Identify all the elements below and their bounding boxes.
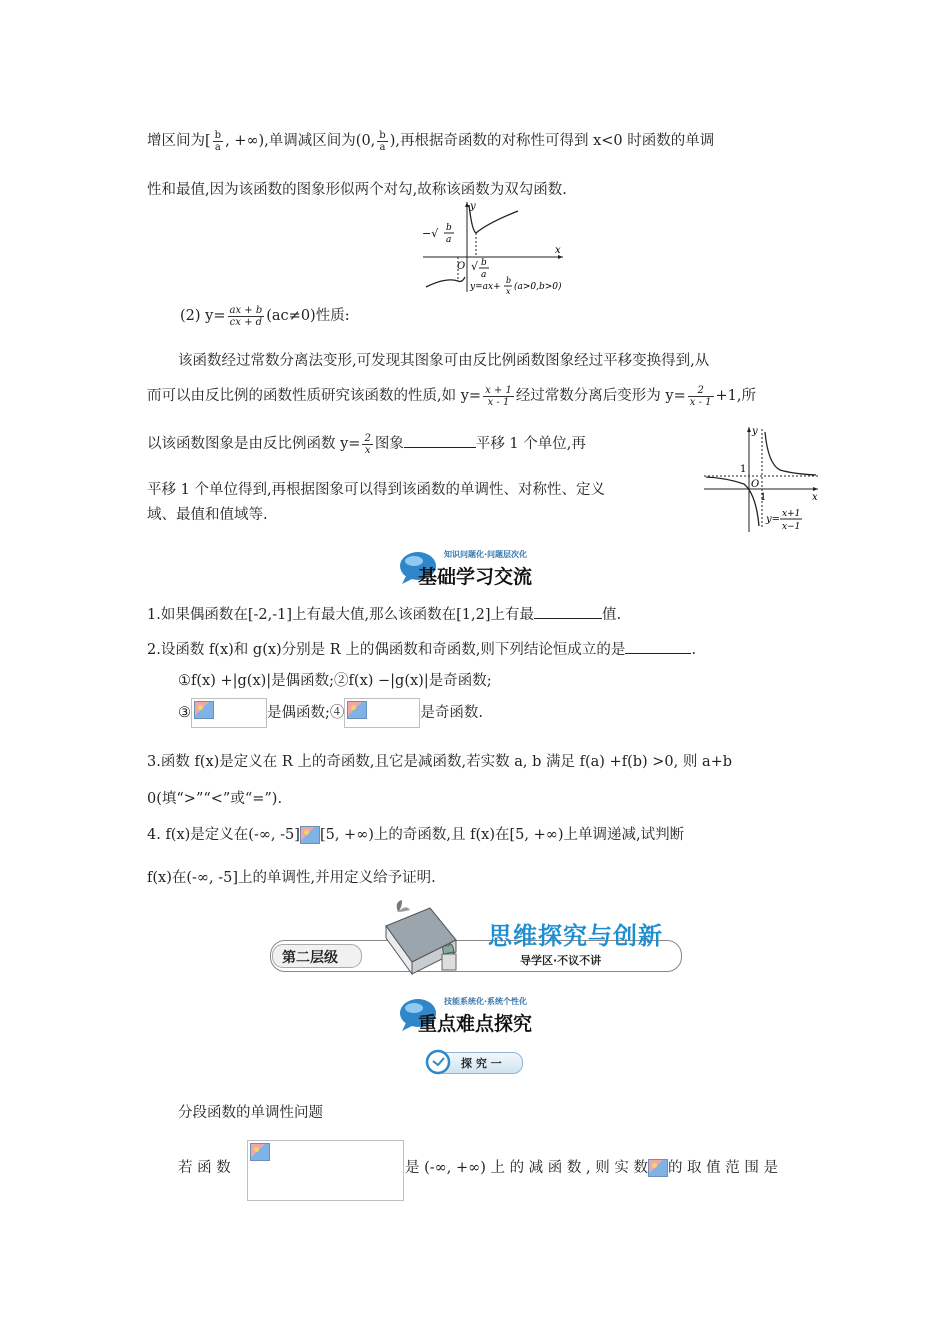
question-1: 1.如果偶函数在[-2,-1]上有最大值,那么该函数在[1,2]上有最 值. <box>147 607 622 623</box>
fraction-numerator: 2 <box>688 385 714 397</box>
fraction <box>483 385 514 408</box>
fraction-denominator: x - 1 <box>689 396 712 408</box>
svg-text:a: a <box>481 270 487 280</box>
svg-text:(a>0,b>0): (a>0,b>0) <box>514 282 562 292</box>
svg-text:b: b <box>446 223 452 233</box>
svg-text:b: b <box>506 276 512 285</box>
fraction-numerator: ax + b <box>229 304 263 316</box>
svg-text:1: 1 <box>760 492 767 503</box>
union-symbol-image-icon <box>300 826 320 844</box>
image-icon <box>648 1159 668 1177</box>
axis-label-x: x <box>555 245 561 256</box>
origin-label: O <box>457 261 466 272</box>
origin-label: O <box>751 479 760 490</box>
fraction-denominator: a <box>214 141 221 153</box>
text-line: 增区间为[ $\frac{b}{a}$ , +∞),单调减区间为(0, $\frac{b}{a}$ ),再根据奇函数的对称性可得到 x<0 时函数的单调 <box>147 129 715 153</box>
fraction <box>377 130 387 153</box>
svg-text:√: √ <box>471 260 479 273</box>
axis-label-y: y <box>470 201 476 212</box>
explore-label: 探 究 一 <box>461 1057 502 1070</box>
hyperbola-graph <box>702 424 820 534</box>
formula-image-placeholder <box>247 1140 404 1201</box>
answer-blank[interactable] <box>625 653 691 654</box>
formula-image-placeholder <box>344 698 420 728</box>
image-icon <box>347 701 367 719</box>
fraction <box>213 130 223 153</box>
section-header <box>398 995 568 1033</box>
question-4-line2: f(x)在(-∞, -5]上的单调性,并用定义给予证明. <box>147 870 436 886</box>
svg-text:x: x <box>506 287 511 296</box>
section-subtitle: 知识问题化·问题层次化 <box>444 550 528 559</box>
text-line: 而可以由反比例的函数性质研究该函数的性质,如 y= $\frac{x + 1}{x - 1}$ 经过常数分离后变形为 y= $\frac{2}{x - 1}$ +1,所 <box>147 384 756 408</box>
question-2-options-row1: ①f(x) +|g(x)|是偶函数;②f(x) −|g(x)|是奇函数; <box>178 673 492 689</box>
text-line: (2) y= $\frac{ax + b}{cx + d}$ (ac≠0)性质: <box>180 304 350 328</box>
svg-text:1: 1 <box>740 464 747 475</box>
svg-text:b: b <box>481 258 487 268</box>
fraction-denominator: a <box>379 141 386 153</box>
text-line: 域、最值和值域等. <box>147 507 268 523</box>
question-2-options-row2: ③ 是偶函数;④ 是奇函数. <box>178 698 483 728</box>
section-header <box>398 548 568 586</box>
banner-subtitle: 导学区·不议不讲 <box>520 954 602 967</box>
banner-title: 思维探究与创新 <box>488 922 663 950</box>
question-3: 3.函数 f(x)是定义在 R 上的奇函数,且它是减函数,若实数 a, b 满足 f(a) +f(b) >0, 则 a+b <box>147 754 733 770</box>
axis-label-x: x <box>812 492 818 503</box>
axis-label-y: y <box>752 426 758 437</box>
text-line: 该函数经过常数分离法变形,可发现其图象可由反比例函数图象经过平移变换得到,从 <box>178 353 710 369</box>
svg-text:x+1: x+1 <box>782 509 801 519</box>
formula-image-placeholder <box>191 698 267 728</box>
level-banner <box>270 900 684 984</box>
text-line: 以该函数图象是由反比例函数 y= $\frac{2}{x}$ 图象 平移 1 个单位,再 <box>147 432 586 456</box>
fraction-denominator: x <box>364 444 371 456</box>
svg-text:x−1: x−1 <box>782 522 801 532</box>
neg-root-label: −√ <box>422 227 439 240</box>
explore-tag <box>425 1048 525 1076</box>
section-title: 重点难点探究 <box>418 1013 533 1035</box>
graph-caption: y=ax+ <box>470 282 501 292</box>
answer-blank[interactable] <box>534 618 602 619</box>
question-2: 2.设函数 f(x)和 g(x)分别是 R 上的偶函数和奇函数,则下列结论恒成立的是 . <box>147 642 697 658</box>
double-hook-graph <box>418 197 568 297</box>
problem-text: 是 (-∞, +∞) 上 的 减 函 数 , 则 实 数 的 取 值 范 围 是 <box>405 1160 778 1176</box>
text-line: 平移 1 个单位得到,再根据图象可以得到该函数的单调性、对称性、定义 <box>147 482 606 498</box>
book-icon <box>372 896 464 980</box>
fraction-numerator: b <box>379 129 386 141</box>
question-4: 4. f(x)是定义在(-∞, -5] [5, +∞)上的奇函数,且 f(x)在[5, +∞)上单调递减,试判断 <box>147 827 685 843</box>
fraction-numerator: x + 1 <box>485 384 512 396</box>
graph-caption: y= <box>766 514 781 525</box>
fraction <box>688 385 714 408</box>
fraction-numerator: b <box>214 129 222 141</box>
level-label: 第二层级 <box>282 950 338 966</box>
answer-blank[interactable] <box>404 447 476 448</box>
fraction <box>362 433 372 456</box>
fraction <box>228 305 265 328</box>
section-title: 基础学习交流 <box>418 566 533 588</box>
section-subtitle: 技能系统化·系统个性化 <box>444 997 528 1006</box>
fraction-denominator: cx + d <box>229 316 263 328</box>
image-icon <box>194 701 214 719</box>
question-3-line2: 0(填“>”“<”或“=”). <box>147 791 283 807</box>
problem-text: 若 函 数 <box>178 1160 231 1176</box>
image-icon <box>250 1143 270 1161</box>
svg-text:a: a <box>446 235 452 245</box>
text-line: 性和最值,因为该函数的图象形似两个对勾,故称该函数为双勾函数. <box>147 182 567 198</box>
fraction-numerator: 2 <box>364 432 371 444</box>
topic-title: 分段函数的单调性问题 <box>178 1105 323 1121</box>
clock-icon <box>425 1049 451 1075</box>
fraction-denominator: x - 1 <box>487 396 510 408</box>
